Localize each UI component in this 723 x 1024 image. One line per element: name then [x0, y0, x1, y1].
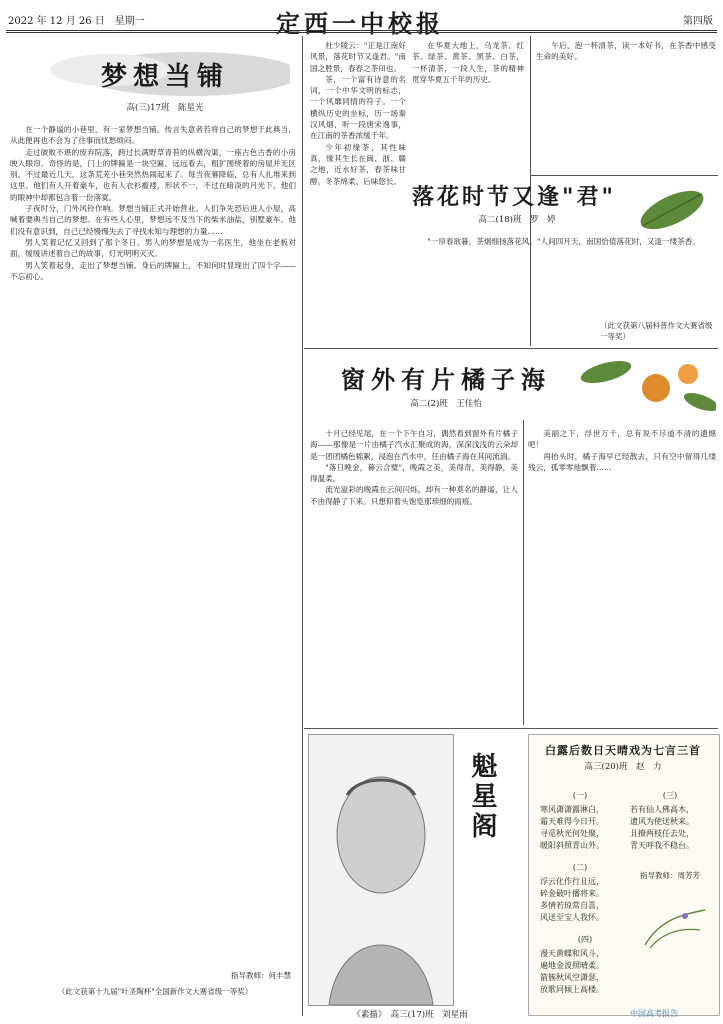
article1-paragraph: 子夜时分，门外风铃作响。梦想当铺正式开始营业。人们争先恐后进入小屋，高喊着要典当自己的梦想。在有些人心里，梦想远不及当下的柴米油盐，别墅豪车。他们没有意识到，自己已经慢慢失去了寻找未知与理想的力量…… — [10, 204, 296, 236]
article1-body — [10, 124, 296, 964]
article2-paragraph: 午后，泡一杯清茶，读一本好书，在茶香中感受生命的美好。 — [536, 41, 716, 62]
stanza-number: (二) — [572, 863, 588, 872]
stanza-number: (一) — [572, 791, 588, 800]
article2-body-left — [310, 40, 406, 340]
article1-heading — [40, 48, 290, 113]
poem-teacher: 指导教师：周芳芳 — [640, 871, 700, 880]
portrait-sketch — [308, 734, 454, 1006]
column-divider — [302, 36, 303, 1016]
column-divider — [523, 420, 524, 725]
article1-note: （此文获第十九届"叶圣陶杯"全国新作文大赛省级一等奖） — [57, 987, 253, 996]
poem-heading — [532, 742, 714, 772]
poem-stanza — [540, 862, 620, 924]
article1-paragraph: 男人笑着记忆又回到了那个冬日。男人的梦想是成为一名医生，他坐在老板对面，缓缓讲述着自己的故事，灯光明明灭灭。 — [10, 237, 296, 259]
stanza-number: (三) — [662, 791, 678, 800]
article2-byline: 高二(18)班 罗 婷 — [478, 215, 556, 225]
article2-body-bottom — [412, 236, 712, 316]
stanza-line: 暖阳斜照青山外。 — [540, 841, 604, 850]
article1-title: 梦想当铺 — [100, 62, 229, 92]
article1-paragraph: 走过破败不堪的废弃院落，跨过长满野草青苔的纵横沟渠，一座古色古香的小房映入眼帘。奇怪的是，门上的牌匾是一块空匾。远远看去，粗犷围绕着的房屋并无区别，不过最近几天，这条荒芜小巷突然热闹起来了。每当夜幕降临，总有人扎堆来到这里。他们有人开着豪车，也有人衣衫褴褛，形状不一，不过在暗淡的月光下，他们的眼神中却都包含着一份落寞。 — [10, 147, 296, 202]
stanza-line: 若有仙人佛高木， — [630, 805, 694, 814]
poem-byline: 高三(20)班 赵 力 — [584, 762, 662, 772]
article3-body-left — [310, 428, 518, 722]
article2-title: 落花时节又逢"君" — [412, 184, 616, 210]
article1-teacher: 指导教师：何丰慧 — [231, 971, 291, 980]
article2-body-mid — [412, 40, 524, 170]
article3-title: 窗外有片橘子海 — [341, 365, 551, 394]
portrait-caption: 《素描》 高三(17)班 刘星雨 — [352, 1010, 468, 1020]
article2-paragraph: 茶，一个富有诗意的名词，一个中华文明的标志，一个风靡同情的符子。一个横纵历史的坐标，历一场秦汉风烟，听一段唐宋逸事，在江南的茶香浓缓千年。 — [310, 74, 406, 141]
leaf-icon — [632, 180, 712, 240]
article3-byline: 高二(2)班 王佳怡 — [410, 399, 482, 409]
row-divider — [304, 348, 718, 349]
stanza-line: 浮云化作行且远， — [540, 877, 604, 886]
article3-heading — [306, 360, 586, 409]
row-divider — [304, 728, 718, 729]
stanza-line: 且撩两枝任去处， — [630, 829, 694, 838]
article2-paragraph: 杜少陵云："正是江南好风景，落花时节又逢君。"南国之胜景，春春之茶田也。 — [310, 41, 406, 73]
stanza-line: 放歌同倾上高楼。 — [540, 985, 604, 994]
article3-paragraph: 美丽之下，浮世万千，总有说不尽道不清的遗憾吧！ — [528, 429, 716, 450]
poem-stanza — [540, 790, 620, 852]
poem-stanza — [540, 934, 630, 996]
footer-logo: 中国高考报告 — [630, 1009, 678, 1018]
poem-title: 白露后数日天晴戏为七言三首 — [545, 744, 701, 757]
article1-paragraph: 男人笑着起身，走出了梦想当铺。身后的牌匾上，不知何时显现出了四个字——不忘初心。 — [10, 260, 296, 281]
article2-note: （此文获第八届科普作文大赛省级一等奖） — [600, 321, 713, 341]
article1-byline: 高(三)17班 陈星光 — [126, 103, 204, 113]
issue-date: 2022 年 12 月 26 日 星期一 — [8, 16, 145, 27]
article3-paragraph: 再抬头时，橘子海早已经散去，只有空中留得几缕残云，孤零零地飘着…… — [528, 451, 716, 472]
stanza-line: 漫天黄蝶和风斗， — [540, 949, 604, 958]
article1-paragraph: 在一个静谧的小巷里，有一家梦想当铺。传言失意者若将自己的梦想于此典当，从此便再也不会为了往事而忧愁烦闷。 — [10, 125, 296, 146]
stanza-line: 寻觅秋光何处聚， — [540, 829, 604, 838]
stanza-line: 遗风为使送秋来。 — [630, 817, 694, 826]
stanza-line: 箭簇秋风空潇瑟， — [540, 973, 604, 982]
stanza-number: (四) — [577, 935, 593, 944]
stanza-line: 风送至宝人我怀。 — [540, 913, 604, 922]
article2-paragraph: 在华夏大地上，乌龙茶、红茶、绿茶、黄茶、黑茶、白茶，一杯清茶，一段人生，茶的精神贯穿华夏五千年的历史。 — [412, 41, 524, 84]
article2-heading — [412, 180, 622, 225]
article3-body-right — [528, 428, 716, 722]
article3-paragraph: "落日晚金，暮云合璧"，晚霞之美，美得奇，美得静，美得温柔。 — [310, 462, 518, 484]
poem-stanza — [630, 790, 710, 852]
stanza-line: 遍地金波照晴柔。 — [540, 961, 604, 970]
stanza-line: 寒风潇潇露淋白， — [540, 805, 604, 814]
article2-paragraph: 少年初缘茶，其性味真，缘其生长在闽、浙、赣之地，近水好茶，春茶味甘醇，冬茶绵柔、后味悠长。 — [310, 142, 406, 186]
article2-paragraph: "一帘春欲暮，茶烟细扬落花风。"人间四月天，南国恰值落花时，又逢一缕茶香。 — [427, 237, 700, 246]
stanza-line: 多情若琼常自喜， — [540, 901, 604, 910]
article3-paragraph: 流光溢彩的晚霞在云间闪烁，却有一种莫名的静谧，让人不由得静了下来。只想仰着头饱览那琐细的雨痕。 — [310, 485, 518, 506]
orchid-icon — [640, 900, 710, 950]
stanza-line: 霜天难得今日开。 — [540, 817, 604, 826]
stanza-line: 碎金破叶播将来。 — [540, 889, 604, 898]
page-header — [0, 0, 723, 38]
article2-body-right — [536, 40, 716, 170]
row-divider — [530, 175, 718, 176]
portrait-heading: 魁星阁 — [467, 752, 497, 842]
page-number: 第四版 — [683, 16, 713, 27]
article3-paragraph: 十月已经见尾，在一个下午自习，偶然看到窗外有片橘子海——那像是一片由橘子汽水汇聚成的海，深深浅浅的云朵却是一团团橘色棉絮，浸泡在汽水中，任由橘子海在其间流淌。 — [310, 429, 518, 461]
sketch-face-icon — [309, 735, 453, 1005]
masthead: 定西一中校报 — [276, 9, 444, 38]
stanza-line: 青天呼我不稳台。 — [630, 841, 694, 850]
header-rule — [6, 30, 717, 33]
